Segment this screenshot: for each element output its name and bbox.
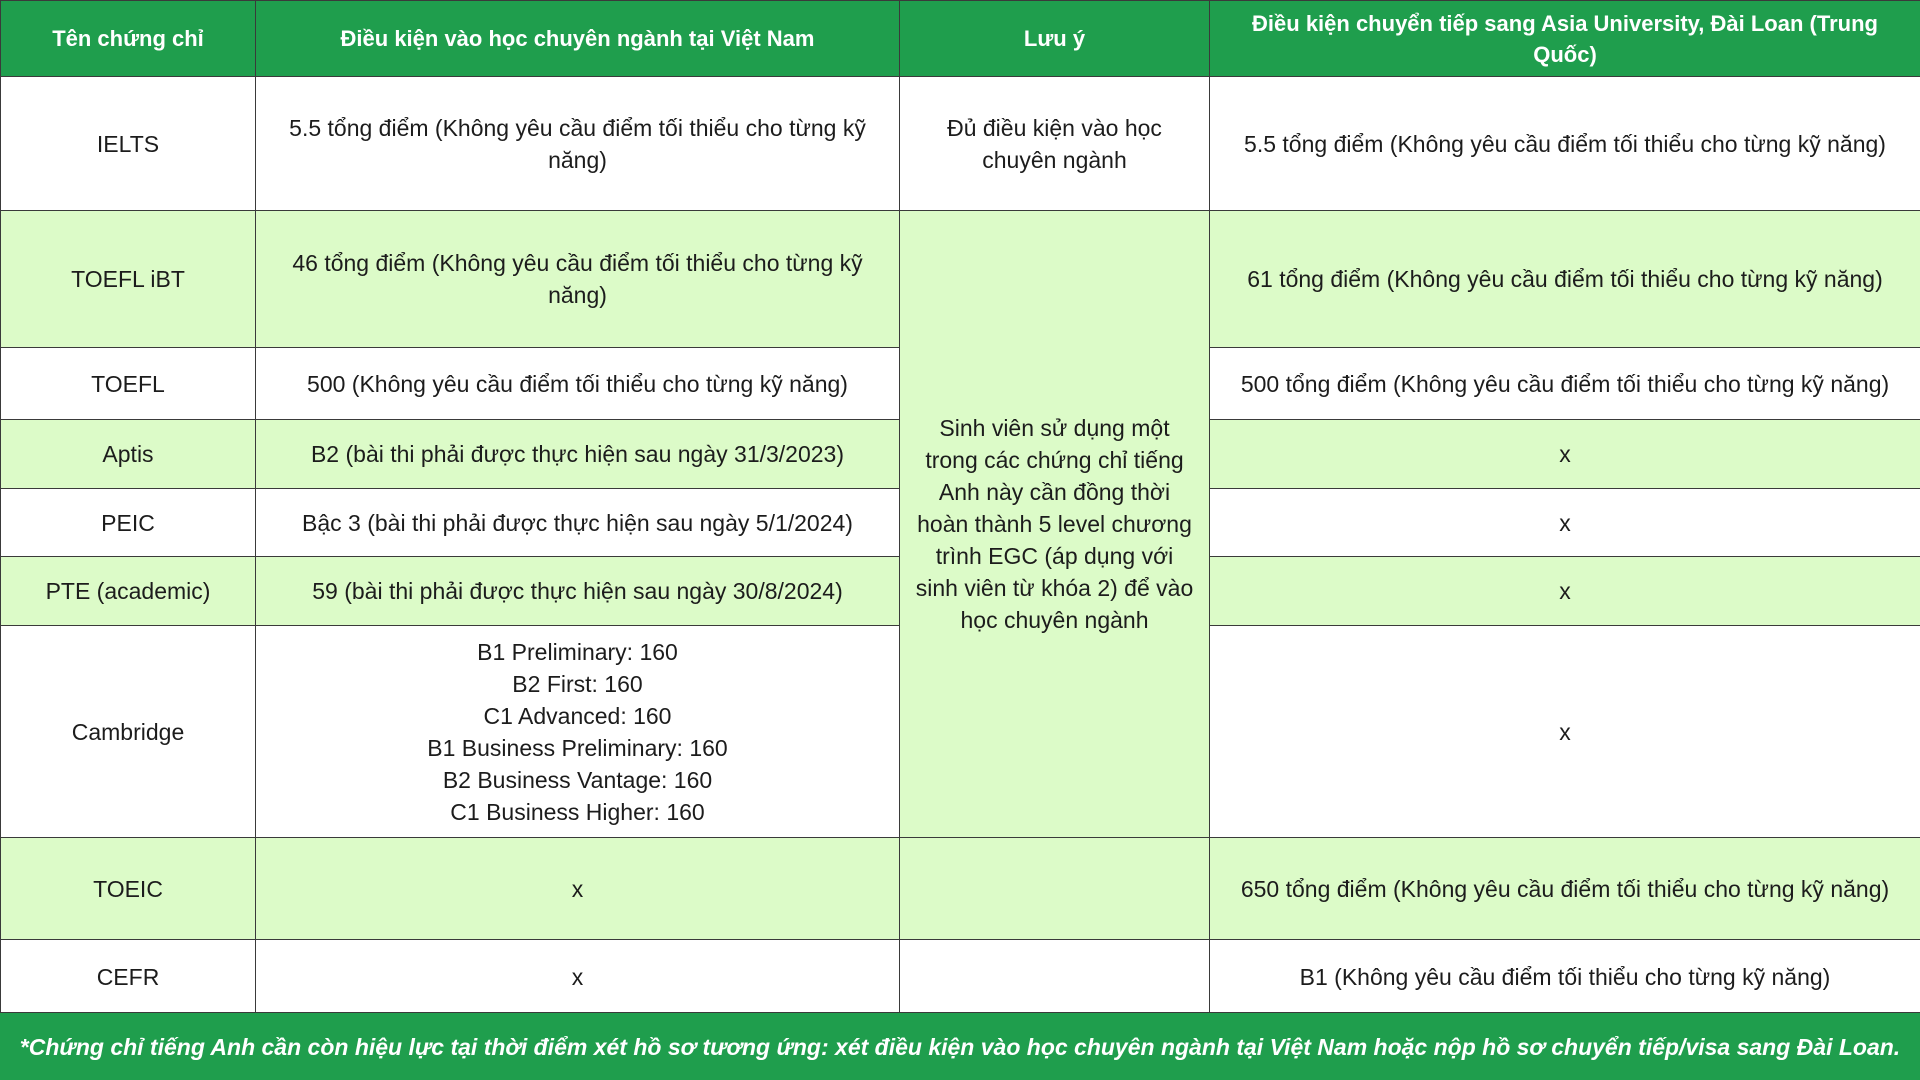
cell-certificate-name: Aptis — [1, 420, 256, 489]
cell-note: Đủ điều kiện vào học chuyên ngành — [900, 77, 1210, 211]
cambridge-level-line: B2 Business Vantage: 160 — [442, 766, 713, 793]
cell-certificate-name: TOEFL iBT — [1, 211, 256, 348]
cell-merged-note: Sinh viên sử dụng một trong các chứng chỉ tiếng Anh này cần đồng thời hoàn thành 5 level chương trình EGC (áp dụng với sinh viên từ khóa 2) để vào học chuyên ngành — [900, 211, 1210, 838]
table-header-row — [1, 1, 1920, 77]
cell-vietnam-requirement: x — [256, 940, 900, 1015]
cell-transfer-requirement: x — [1210, 489, 1920, 557]
cell-vietnam-requirement: Bậc 3 (bài thi phải được thực hiện sau ngày 5/1/2024) — [256, 489, 900, 557]
cell-certificate-name: PEIC — [1, 489, 256, 557]
cell-certificate-name: TOEIC — [1, 838, 256, 940]
cell-note — [900, 940, 1210, 1015]
cell-transfer-requirement: 500 tổng điểm (Không yêu cầu điểm tối thiểu cho từng kỹ năng) — [1210, 348, 1920, 420]
table-row-cefr — [1, 940, 1920, 1015]
cell-vietnam-requirement: 59 (bài thi phải được thực hiện sau ngày 30/8/2024) — [256, 557, 900, 626]
cell-transfer-requirement: x — [1210, 557, 1920, 626]
cell-transfer-requirement: x — [1210, 626, 1920, 838]
cell-transfer-requirement: 5.5 tổng điểm (Không yêu cầu điểm tối thiểu cho từng kỹ năng) — [1210, 77, 1920, 211]
cell-note — [900, 838, 1210, 940]
cambridge-level-line: B1 Preliminary: 160 — [477, 638, 678, 665]
cell-transfer-requirement: x — [1210, 420, 1920, 489]
header-certificate-name: Tên chứng chỉ — [1, 1, 256, 77]
table-row-toefl-ibt — [1, 211, 1920, 348]
cell-vietnam-requirement: 46 tổng điểm (Không yêu cầu điểm tối thiểu cho từng kỹ năng) — [256, 211, 900, 348]
cell-certificate-name: TOEFL — [1, 348, 256, 420]
validity-footnote: *Chứng chỉ tiếng Anh cần còn hiệu lực tại thời điểm xét hồ sơ tương ứng: xét điều kiện vào học chuyên ngành tại Việt Nam hoặc nộp hồ sơ chuyển tiếp/visa sang Đài Loan. — [0, 1012, 1920, 1080]
header-note: Lưu ý — [900, 1, 1210, 77]
cambridge-level-line: C1 Advanced: 160 — [483, 702, 672, 729]
cell-transfer-requirement: 650 tổng điểm (Không yêu cầu điểm tối thiểu cho từng kỹ năng) — [1210, 838, 1920, 940]
cell-vietnam-requirement: B2 (bài thi phải được thực hiện sau ngày 31/3/2023) — [256, 420, 900, 489]
cell-vietnam-requirement: 5.5 tổng điểm (Không yêu cầu điểm tối thiểu cho từng kỹ năng) — [256, 77, 900, 211]
cambridge-level-line: B1 Business Preliminary: 160 — [427, 734, 728, 761]
cell-transfer-requirement: 61 tổng điểm (Không yêu cầu điểm tối thiểu cho từng kỹ năng) — [1210, 211, 1920, 348]
cell-certificate-name: PTE (academic) — [1, 557, 256, 626]
cell-vietnam-requirement: x — [256, 838, 900, 940]
table-row-ielts — [1, 77, 1920, 211]
cell-certificate-name: Cambridge — [1, 626, 256, 838]
cell-certificate-name: IELTS — [1, 77, 256, 211]
cell-vietnam-requirement — [256, 626, 900, 838]
header-transfer-requirement: Điều kiện chuyển tiếp sang Asia University, Đài Loan (Trung Quốc) — [1210, 1, 1920, 77]
cell-vietnam-requirement: 500 (Không yêu cầu điểm tối thiểu cho từng kỹ năng) — [256, 348, 900, 420]
header-vietnam-requirement: Điều kiện vào học chuyên ngành tại Việt Nam — [256, 1, 900, 77]
cell-transfer-requirement: B1 (Không yêu cầu điểm tối thiểu cho từng kỹ năng) — [1210, 940, 1920, 1015]
table-row-toeic — [1, 838, 1920, 940]
cell-certificate-name: CEFR — [1, 940, 256, 1015]
cambridge-level-line: B2 First: 160 — [512, 670, 643, 697]
cambridge-level-line: C1 Business Higher: 160 — [450, 798, 705, 825]
